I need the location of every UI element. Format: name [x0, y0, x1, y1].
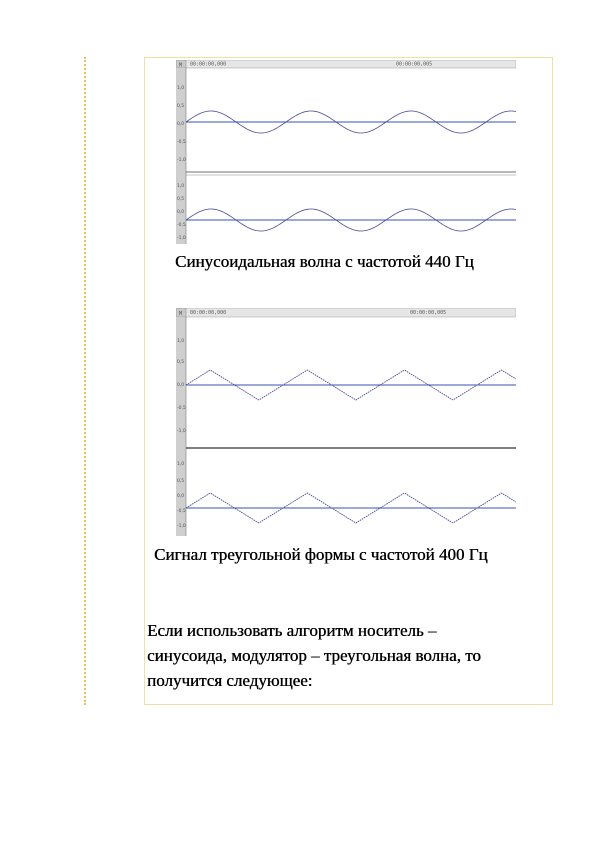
- svg-text:1,0: 1,0: [177, 86, 185, 91]
- ruler-start-time: 00:00:00,000: [190, 61, 227, 68]
- svg-text:0,0: 0,0: [177, 494, 185, 499]
- triangle-wave-screenshot: [176, 308, 516, 536]
- svg-text:1,0: 1,0: [177, 462, 185, 467]
- svg-text:-1,0: -1,0: [177, 236, 186, 241]
- ruler-start-time: 00:00:00,000: [190, 310, 227, 316]
- svg-text:1,0: 1,0: [177, 184, 185, 189]
- svg-text:-0,5: -0,5: [177, 509, 186, 514]
- triangle-caption: Сигнал треугольной формы с частотой 400 Гц: [154, 545, 488, 564]
- paragraph-line: получится следующее:: [147, 671, 313, 690]
- svg-text:0,0: 0,0: [177, 383, 185, 388]
- ruler-end-time: 00:00:00,005: [396, 61, 433, 68]
- ruler-end-time: 00:00:00,005: [410, 310, 447, 316]
- svg-text:0,0: 0,0: [177, 122, 185, 127]
- svg-text:-1,0: -1,0: [177, 524, 186, 529]
- svg-text:-1,0: -1,0: [177, 158, 186, 163]
- paragraph-line: Если использовать алгоритм носитель –: [147, 621, 437, 640]
- sine-caption: Синусоидальная волна с частотой 440 Гц: [175, 252, 474, 271]
- svg-text:0,0: 0,0: [177, 210, 185, 215]
- paragraph-line: синусоида, модулятор – треугольная волна, то: [147, 646, 481, 665]
- dotted-margin-rule: [84, 57, 86, 705]
- svg-text:-0,5: -0,5: [177, 406, 186, 411]
- corner-label: M: [179, 62, 183, 69]
- svg-text:0,5: 0,5: [177, 360, 185, 365]
- svg-text:-0,5: -0,5: [177, 140, 186, 145]
- corner-label: M: [179, 311, 183, 317]
- svg-text:0,5: 0,5: [177, 104, 185, 109]
- svg-text:-0,5: -0,5: [177, 223, 186, 228]
- svg-text:0,5: 0,5: [177, 197, 185, 202]
- sine-wave-screenshot: [176, 60, 516, 244]
- svg-text:1,0: 1,0: [177, 339, 185, 344]
- svg-text:0,5: 0,5: [177, 479, 185, 484]
- svg-text:-1,0: -1,0: [177, 429, 186, 434]
- body-paragraph: [147, 618, 547, 693]
